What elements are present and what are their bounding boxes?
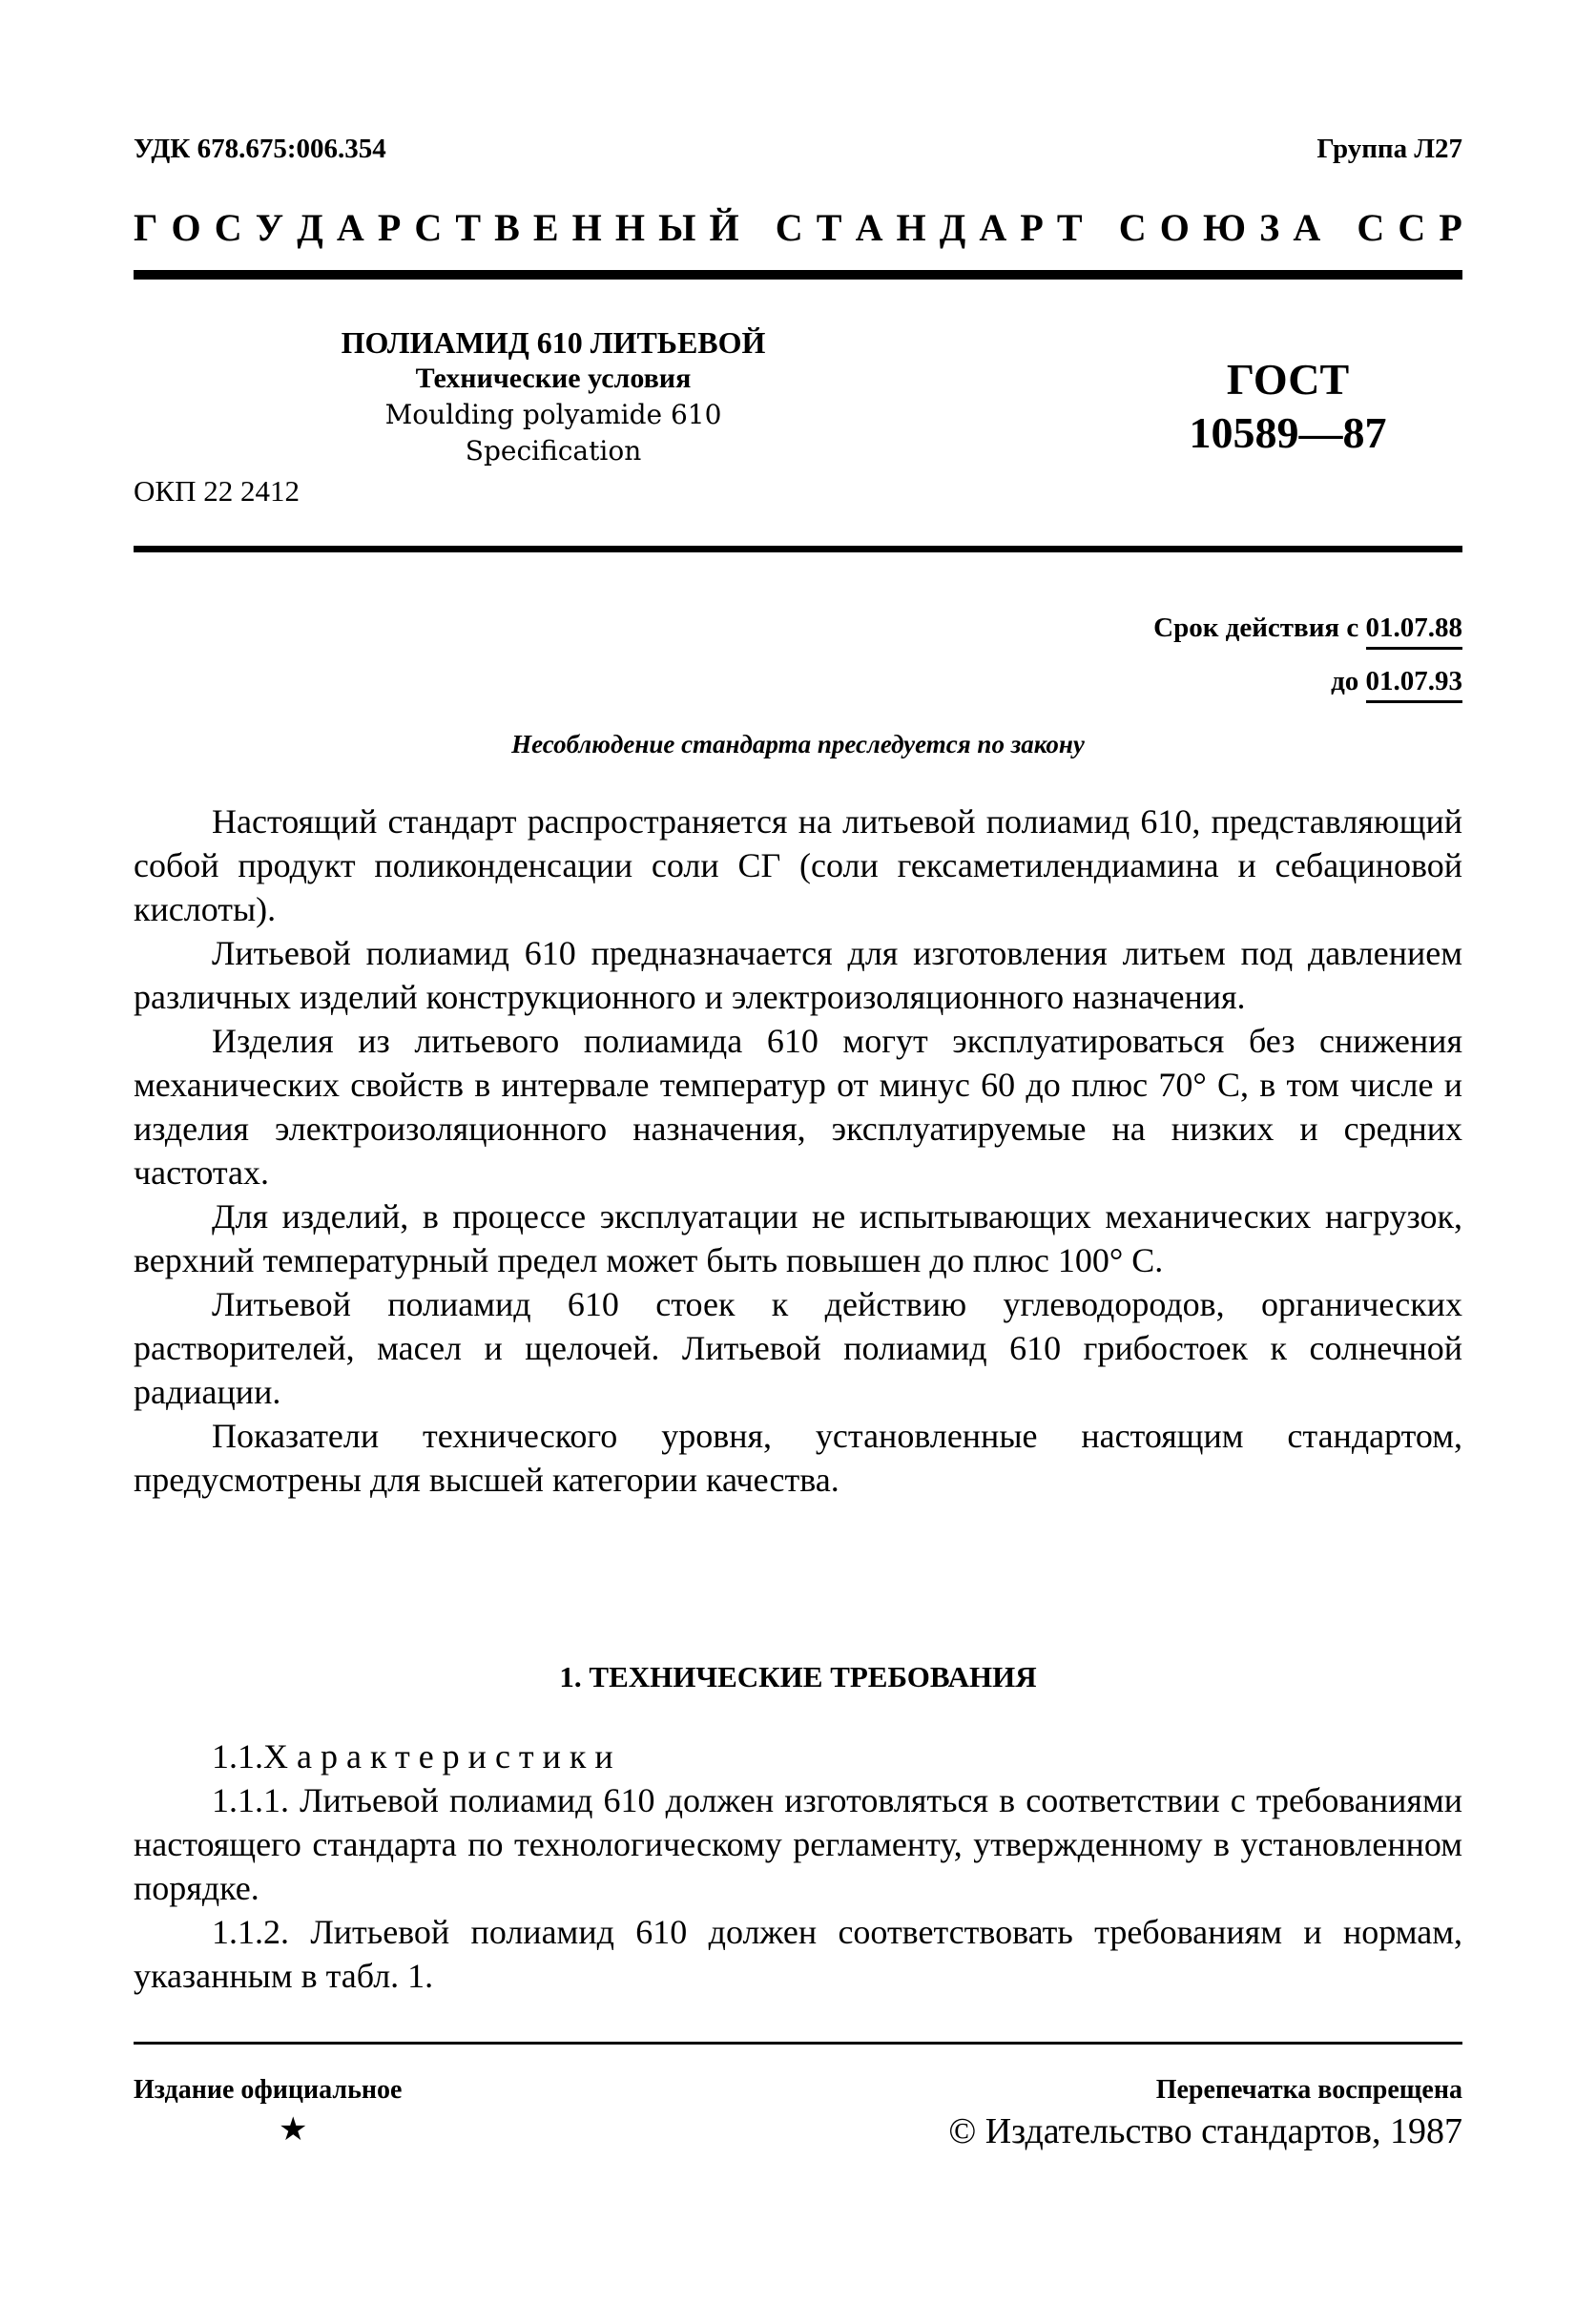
header-row (134, 134, 1462, 176)
heading-letter: Р (1439, 206, 1462, 249)
heading-letter: С (1118, 206, 1147, 249)
heading-letter: Р (1020, 206, 1044, 249)
heading-space (1096, 205, 1106, 250)
paragraph: Настоящий стандарт распространяется на литьевой полиамид 610, представляющий собой продукт поликонденсации соли СГ (соли гексаметилендиамина и себациновой кислоты). (134, 802, 1462, 928)
validity-to (1153, 654, 1462, 708)
footer-rule (134, 2042, 1462, 2045)
heading-space (1334, 205, 1343, 250)
group-code: Группа Л27 (1316, 134, 1462, 164)
clause-1-1-title: Характеристики (263, 1737, 622, 1775)
validity-to-date: 01.07.93 (1366, 666, 1463, 703)
star-icon: ★ (279, 2112, 308, 2148)
heading-letter: Н (896, 206, 926, 249)
heading-letter: А (979, 206, 1007, 249)
heading-letter: С (414, 206, 443, 249)
paragraph: Литьевой полиамид 610 стоек к действию углеводородов, органических растворителей, масел и щелочей. Литьевой полиамид 610 грибостоек к солнечной радиации. (134, 1285, 1462, 1411)
heading-space (753, 205, 762, 250)
reprint-notice: Перепечатка воспрещена (1155, 2075, 1462, 2105)
heading-letter: Н (571, 206, 602, 249)
state-standard-heading (134, 205, 1462, 250)
paragraph: Литьевой полиамид 610 предназначается для изготовления литьем под давлением различных изделий конструкционного и электроизоляционного назначения. (134, 934, 1462, 1016)
heading-letter: О (1159, 206, 1190, 249)
title-english-sub: Specification (465, 435, 642, 467)
clauses (134, 1734, 1462, 1998)
intro-text (134, 799, 1462, 1502)
title-block (286, 324, 820, 469)
paragraph: Показатели технического уровня, установленные настоящим стандартом, предусмотрены для высшей категории качества. (134, 1417, 1462, 1499)
heading-letter: З (1259, 206, 1280, 249)
heading-letter: Д (939, 206, 966, 249)
paragraph: Изделия из литьевого полиамида 610 могут эксплуатироваться без снижения механических свойств в интервале температур от минус 60 до плюс 70° С, в том числе и изделия электроизоляционного назначения, эксплуатируемые на низких и средних частотах. (134, 1022, 1462, 1192)
clause-1-1-2: 1.1.2. Литьевой полиамид 610 должен соответствовать требованиям и нормам, указанным в табл. 1. (134, 1913, 1462, 1995)
heading-letter: А (1293, 206, 1321, 249)
udc-code: УДК 678.675:006.354 (134, 134, 386, 164)
clause-1-1 (134, 1734, 1462, 1778)
validity-from (1153, 601, 1462, 654)
heading-letter: С (1357, 206, 1385, 249)
paragraph: Для изделий, в процессе эксплуатации не испытывающих механических нагрузок, верхний температурный предел может быть повышен до плюс 100° С. (134, 1197, 1462, 1279)
validity-from-prefix: Срок действия с (1153, 613, 1359, 643)
validity-to-prefix: до (1331, 666, 1359, 696)
heading-letter: Ы (658, 206, 696, 249)
heading-letter: С (214, 206, 242, 249)
heading-letter: О (171, 206, 201, 249)
heading-letter: Т (1056, 206, 1083, 249)
heading-letter: А (855, 206, 883, 249)
heading-letter: Й (709, 206, 739, 249)
heading-letter: Т (455, 206, 482, 249)
title-english: Moulding polyamide 610 (384, 399, 722, 430)
header-rule (134, 270, 1462, 280)
edition-label: Издание официальное (134, 2075, 403, 2105)
heading-letter: Н (614, 206, 646, 249)
title-subtitle: Технические условия (415, 363, 692, 394)
heading-letter: У (255, 206, 284, 249)
clause-1-1-1: 1.1.1. Литьевой полиамид 610 должен изготовляться в соответствии с требованиями настоящего стандарта по технологическому регламенту, утвержденному в установленном порядке. (134, 1781, 1462, 1907)
section-title: 1. ТЕХНИЧЕСКИЕ ТРЕБОВАНИЯ (559, 1660, 1037, 1693)
legal-notice: Несоблюдение стандарта преследуется по закону (511, 730, 1085, 758)
heading-letter: С (1398, 206, 1426, 249)
heading-letter: С (775, 206, 803, 249)
heading-letter: Д (297, 206, 323, 249)
heading-letter: Т (816, 206, 842, 249)
gost-designation (1173, 353, 1402, 460)
clause-1-1-number: 1.1. (212, 1737, 263, 1775)
validity-period (1153, 601, 1462, 708)
heading-letter: Ю (1202, 206, 1247, 249)
title-rule (134, 546, 1462, 552)
gost-number: 10589—87 (1189, 408, 1387, 457)
title-main: ПОЛИАМИД 610 ЛИТЬЕВОЙ (341, 325, 766, 360)
validity-from-date: 01.07.88 (1366, 613, 1463, 650)
copyright-line: © Издательство стандартов, 1987 (948, 2111, 1462, 2151)
heading-letter: Е (532, 206, 559, 249)
gost-label: ГОСТ (1226, 355, 1350, 404)
heading-letter: Р (377, 206, 402, 249)
okp-code: ОКП 22 2412 (134, 474, 300, 508)
heading-letter: А (336, 206, 364, 249)
heading-letter: Г (134, 206, 158, 249)
heading-letter: В (494, 206, 520, 249)
